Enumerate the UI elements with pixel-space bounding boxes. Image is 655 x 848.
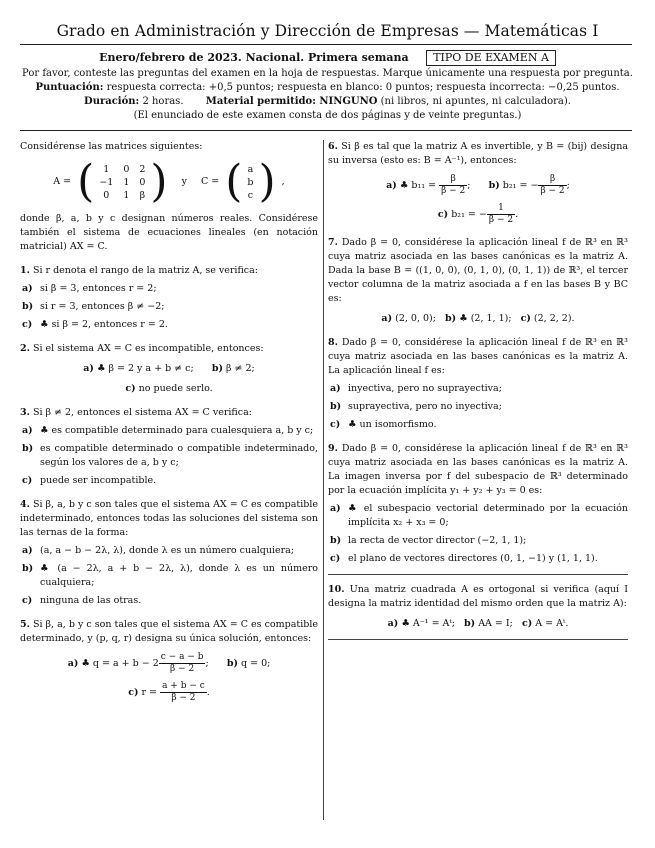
option-c[interactable]: c) el plano de vectores directores (0, 1, −1) y (1, 1, 1). (330, 553, 598, 564)
material-text: (ni libros, ni apuntes, ni calculadora). (380, 96, 571, 107)
option-b[interactable]: b) AA = I; (464, 618, 513, 629)
question-10: 10. Una matriz cuadrada A es ortogonal si verifica (aquí I designa la matriz identidad del mismo orden que la matriz A): a) ♣ A⁻¹ = Aᵗ; b) AA = I; c) A = Aᵗ. (328, 584, 628, 629)
matrix-a-entry: 0 (139, 176, 146, 188)
right-column (328, 140, 628, 648)
session-text: Enero/febrero de 2023. Nacional. Primera semana (99, 51, 409, 64)
option-b[interactable]: b) β ≠ 2; (211, 363, 255, 374)
option-b[interactable]: b) es compatible determinado o compatible indeterminado, según los valores de a, b y c; (22, 443, 318, 468)
matrix-a-entry: β (139, 189, 146, 201)
question-3: 3. Si β ≠ 2, entonces el sistema AX = C verifica: a) ♣ es compatible determinado para cualesquiera a, b y c; b) es compatible determinado o compatible indeterminado, según los valores de a, b y c; c) puede ser incompatible. (20, 407, 318, 486)
matrix-a-entry: 2 (139, 163, 146, 175)
exam-type-box: TIPO DE EXAMEN A (426, 50, 556, 66)
matrix-c-entry: b (247, 176, 254, 188)
option-c[interactable]: c) b₂₁ = − $\frac{1}{\beta - 2}$ . (437, 203, 519, 225)
matrix-c-entry: a (247, 163, 254, 175)
exam-title: Grado en Administración y Dirección de Empresas — Matemáticas I (56, 22, 599, 40)
matrix-a-entry: −1 (99, 176, 114, 188)
matrix-a-entry: 1 (123, 176, 130, 188)
question-text: Si β, a, b y c son tales que el sistema AX = C es compatible determinado, y (p, q, r) designa su única solución, entonces: (20, 619, 318, 644)
option-c[interactable]: c) ninguna de las otras. (22, 595, 142, 606)
option-c[interactable]: c) r = $\frac{a + b - c}{\beta - 2}$ . (128, 681, 210, 703)
question-5: 5. Si β, a, b y c son tales que el sistema AX = C es compatible determinado, y (p, q, r) designa su única solución, entonces: a) ♣ q = a + b − 2 $\frac{c - a - b}{\beta - 2}$ ; b) q = 0; c) r = $\frac{a + b - c}{\beta - 2}$ . (20, 619, 318, 703)
duration-label: Duración: (84, 96, 140, 107)
instructions: Por favor, conteste las preguntas del examen en la hoja de respuestas. Marque únicamente una respuesta por pregunta. (22, 68, 633, 79)
question-text: Dado β = 0, considérese la aplicación lineal f de ℝ³ en ℝ³ cuya matriz asociada en las bases canónicas es la matriz A. La aplicación lineal f es: (328, 337, 628, 376)
question-8: 8. Dado β = 0, considérese la aplicación lineal f de ℝ³ en ℝ³ cuya matriz asociada en las bases canónicas es la matriz A. La aplicación lineal f es: a) inyectiva, pero no suprayectiva; b) suprayectiva, pero no inyectiva; c) ♣ un isomorfismo. (328, 337, 628, 430)
matrix-a-entry: 0 (103, 189, 110, 201)
matrix-a: ( 1 0 2 −1 1 0 0 1 β ) (77, 156, 168, 207)
scoring-line (10, 82, 645, 93)
option-a[interactable]: a) inyectiva, pero no suprayectiva; (330, 383, 502, 394)
section-rule (328, 574, 628, 575)
session-line (0, 50, 655, 66)
intro-rule (20, 130, 632, 131)
option-c[interactable]: c) (2, 2, 2). (520, 313, 575, 324)
question-text: Dado β = 0, considérese la aplicación lineal f de ℝ³ en ℝ³ cuya matriz asociada en las bases canónicas es la matriz A. Dada la base B = ((1, 0, 0), (0, 1, 0), (0, 1, 1)) de ℝ³, el tercer vector columna de la matriz asociada a f en las bases B y BC es: (328, 237, 628, 304)
question-2: 2. Si el sistema AX = C es incompatible, entonces: a) ♣ β = 2 y a + b ≠ c; b) β ≠ 2; c) no puede serlo. (20, 343, 264, 394)
option-a[interactable]: a) ♣ el subespacio vectorial determinado por la ecuación implícita x₂ + x₃ = 0; (330, 503, 628, 528)
option-c[interactable]: c) ♣ un isomorfismo. (330, 419, 437, 430)
option-c[interactable]: c) puede ser incompatible. (22, 475, 157, 486)
matrix-c: ( a b c ) (225, 156, 276, 207)
option-b[interactable]: b) la recta de vector director (−2, 1, 1); (330, 535, 527, 546)
header-rule (20, 44, 632, 45)
option-b[interactable]: b) ♣ (a − 2λ, a + b − 2λ, λ), donde λ es un número cualquiera; (22, 563, 318, 588)
matrix-c-label: C = (200, 176, 220, 187)
option-a[interactable]: a) ♣ b₁₁ = $\frac{\beta}{\beta - 2}$ ; (386, 174, 471, 196)
option-a[interactable]: a) si β = 3, entonces r = 2; (22, 283, 157, 294)
option-a[interactable]: a) ♣ A⁻¹ = Aᵗ; (387, 618, 455, 629)
matrix-c-entry: c (247, 189, 254, 201)
pages-note: (El enunciado de este examen consta de dos páginas y de veinte preguntas.) (133, 110, 522, 121)
question-text: Si β, a, b y c son tales que el sistema AX = C es compatible indeterminado, entonces todas las soluciones del sistema son las ternas de la forma: (20, 499, 318, 538)
option-b[interactable]: b) si r = 3, entonces β ≠ −2; (22, 301, 165, 312)
option-a[interactable]: a) ♣ es compatible determinado para cualesquiera a, b y c; (22, 425, 314, 436)
question-7: 7. Dado β = 0, considérese la aplicación lineal f de ℝ³ en ℝ³ cuya matriz asociada en las bases canónicas es la matriz A. Dada la base B = ((1, 0, 0), (0, 1, 0), (0, 1, 1)) de ℝ³, el tercer vector columna de la matriz asociada a f en las bases B y BC es: a) (2, 0, 0); b) ♣ (2, 1, 1); c) (2, 2, 2). (328, 237, 628, 324)
and-word: y (181, 176, 187, 187)
option-b[interactable]: b) b₂₁ = − $\frac{\beta}{\beta - 2}$ ; (488, 174, 570, 196)
matrix-a-entry: 1 (123, 189, 130, 201)
duration-line (10, 96, 645, 107)
option-c[interactable]: c) ♣ si β = 2, entonces r = 2. (22, 319, 168, 330)
question-text: Si β ≠ 2, entonces el sistema AX = C verifica: (32, 407, 252, 418)
scoring-label: Puntuación: (35, 82, 104, 93)
matrix-a-entry: 1 (103, 163, 110, 175)
option-a[interactable]: a) ♣ q = a + b − 2 $\frac{c - a - b}{\beta - 2}$ ; (67, 652, 209, 674)
option-b[interactable]: b) ♣ (2, 1, 1); (445, 313, 512, 324)
matrices: A = ( 1 0 2 −1 1 0 0 1 β ) y C = ( a b c ) , (53, 156, 285, 207)
preamble-text: donde β, a, b y c designan números reales. Considérese también el sistema de ecuaciones lineales (en notación matricial) AX = C. (20, 213, 318, 252)
question-text: Una matriz cuadrada A es ortogonal si verifica (aquí I designa la matriz identidad del mismo orden que la matriz A): (328, 584, 628, 609)
question-text: Dado β = 0, considérese la aplicación lineal f de ℝ³ en ℝ³ cuya matriz asociada en las bases canónicas es la matriz A. La imagen inversa por f del subespacio de ℝ³ determinado por la ecuación implícita y₁ + y₂ + y₃ = 0 es: (328, 443, 628, 496)
question-6: 6. Si β es tal que la matriz A es invertible, y B = (bij) designa su inversa (esto es: B = A⁻¹), entonces: a) ♣ b₁₁ = $\frac{\beta}{\beta - 2}$ ; b) b₂₁ = − $\frac{\beta}{\beta - 2}$ ; c) b₂₁ = − $\frac{1}{\beta - 2}$ . (328, 141, 628, 225)
option-a[interactable]: a) ♣ β = 2 y a + b ≠ c; (83, 363, 194, 374)
option-b[interactable]: b) q = 0; (226, 658, 271, 669)
left-column (20, 140, 318, 710)
question-text: Si r denota el rango de la matriz A, se verifica: (32, 265, 258, 276)
option-c[interactable]: c) A = Aᵗ. (521, 618, 569, 629)
option-c[interactable]: c) no puede serlo. (125, 383, 213, 394)
column-divider (323, 140, 324, 820)
option-b[interactable]: b) suprayectiva, pero no inyectiva; (330, 401, 502, 412)
matrix-a-label: A = (53, 176, 72, 187)
scoring-text: respuesta correcta: +0,5 puntos; respuesta en blanco: 0 puntos; respuesta incorrecta: −0,25 puntos. (106, 82, 620, 93)
question-1: 1. Si r denota el rango de la matriz A, se verifica: a) si β = 3, entonces r = 2; b) si r = 3, entonces β ≠ −2; c) ♣ si β = 2, entonces r = 2. (20, 264, 318, 332)
preamble-intro: Considérense las matrices siguientes: (20, 141, 203, 152)
end-rule (328, 639, 628, 640)
matrix-a-entry: 0 (123, 163, 130, 175)
question-text: Si el sistema AX = C es incompatible, entonces: (32, 343, 264, 354)
duration-text: 2 horas. (142, 96, 184, 107)
question-text: Si β es tal que la matriz A es invertible, y B = (bij) designa su inversa (esto es: B = A⁻¹), entonces: (328, 141, 628, 166)
material-label: Material permitido: NINGUNO (205, 96, 378, 107)
option-a[interactable]: a) (2, 0, 0); (381, 313, 436, 324)
question-9: 9. Dado β = 0, considérese la aplicación lineal f de ℝ³ en ℝ³ cuya matriz asociada en las bases canónicas es la matriz A. La imagen inversa por f del subespacio de ℝ³ determinado por la ecuación implícita y₁ + y₂ + y₃ = 0 es: a) ♣ el subespacio vectorial determinado por la ecuación implícita x₂ + x₃ = 0; b) la recta de vector director (−2, 1, 1); c) el plano de vectores directores (0, 1, −1) y (1, 1, 1). (328, 443, 628, 564)
question-4: 4. Si β, a, b y c son tales que el sistema AX = C es compatible indeterminado, entonces todas las soluciones del sistema son las ternas de la forma: a) (a, a − b − 2λ, λ), donde λ es un número cualquiera; b) ♣ (a − 2λ, a + b − 2λ, λ), donde λ es un número cualquiera; c) ninguna de las otras. (20, 499, 318, 606)
option-a[interactable]: a) (a, a − b − 2λ, λ), donde λ es un número cualquiera; (22, 545, 295, 556)
